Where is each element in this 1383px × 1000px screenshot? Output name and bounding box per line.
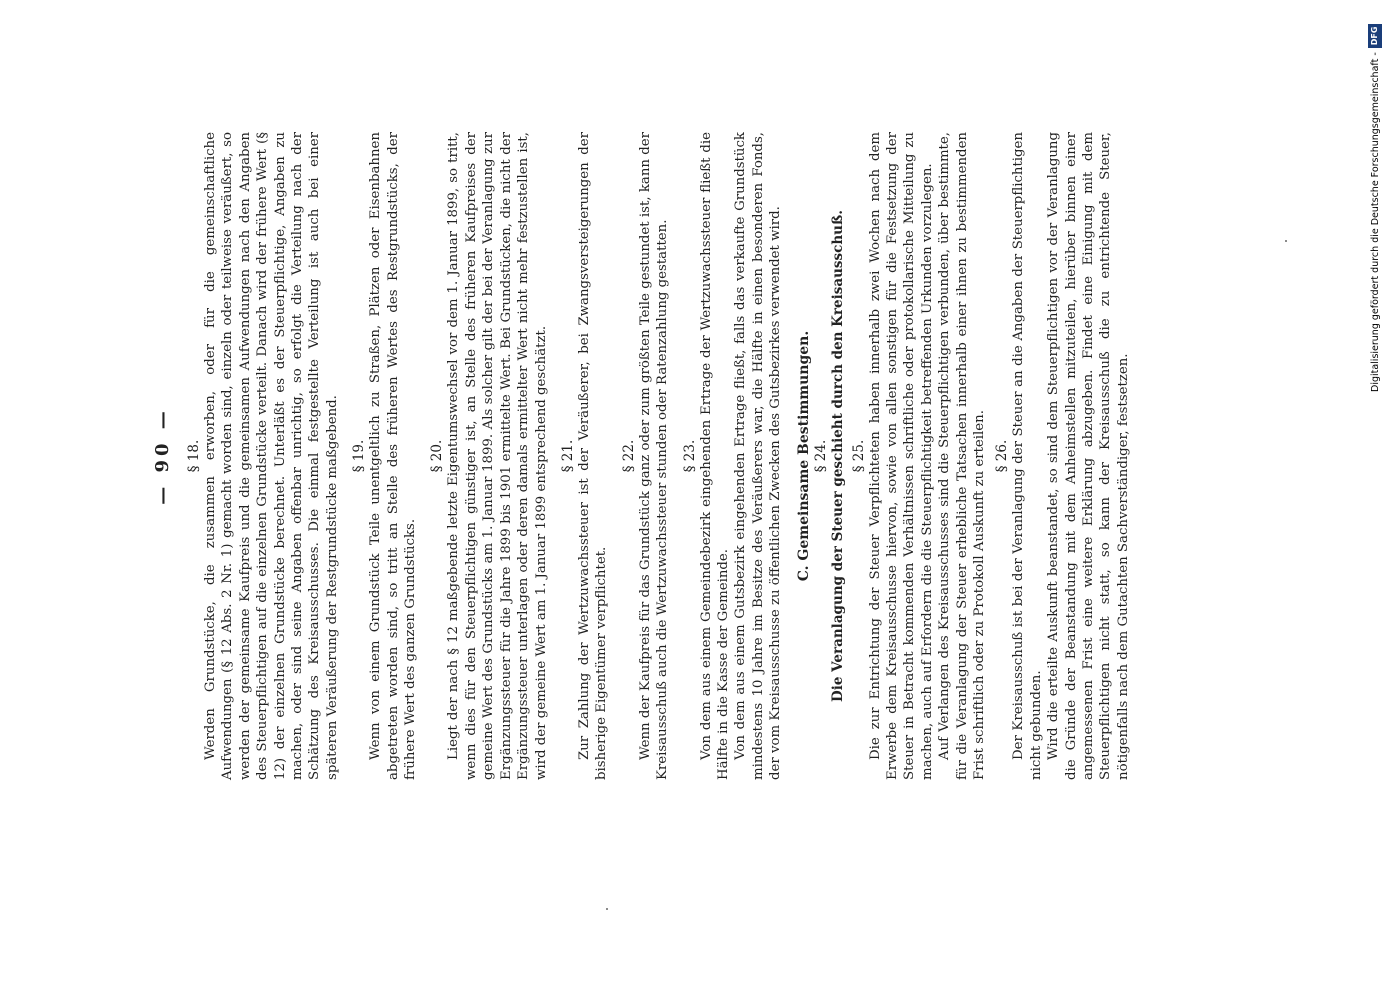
page-number: — 90 — xyxy=(152,407,173,505)
section-23 xyxy=(682,132,785,780)
part-c xyxy=(795,132,1133,780)
dfg-logo: DFG xyxy=(1368,24,1382,49)
section-18 xyxy=(186,132,341,780)
section-heading: § 19. xyxy=(351,439,368,473)
scan-speck xyxy=(1285,240,1287,242)
section-19 xyxy=(351,132,419,780)
paragraph: Der Kreisausschuß ist bei der Veranlagung der Steuer an die Angaben der Steuerpflichtigen nicht gebunden. xyxy=(1011,132,1044,780)
paragraph: Auf Verlangen des Kreisausschusses sind die Steuerpflichtigen verbunden, über bestimmte, für die Veranlagung der Steuer erhebliche Tatsachen innerhalb einer ihnen zu bestimmenden Frist schriftlich oder zu Protokoll Auskunft zu erteilen. xyxy=(937,132,987,780)
paragraph: Von dem aus einem Gemeindebezirk eingehenden Ertrage der Wertzuwachssteuer fließt die Hälfte in die Kasse der Gemeinde. xyxy=(698,132,731,780)
section-subtitle: Die Veranlagung der Steuer geschieht durch den Kreisausschuß. xyxy=(829,210,846,702)
rotated-document-page xyxy=(152,132,1252,780)
digitization-credit-bar xyxy=(1365,4,1383,1000)
section-heading: § 23. xyxy=(681,439,698,473)
paragraph: Liegt der nach § 12 maßgebende letzte Eigentumswechsel vor dem 1. Januar 1899, so tritt, wenn dies für den Steuerpflichtigen günstiger ist, an Stelle des früheren Kaufpreises der gemeine Wert des Grundstücks am 1. Januar 1899. Als solcher gilt der bei der Veranlagung zur Ergänzungssteuer für die Jahre 1899 bis 1901 ermittelte Wert. Bei Grundstücken, die nicht der Ergänzungssteuer unterlagen oder deren damals ermittelter Wert nicht mehr festzustellen ist, wird der gemeine Wert am 1. Januar 1899 entsprechend geschätzt. xyxy=(446,132,549,780)
paragraph: Wird die erteilte Auskunft beanstandet, so sind dem Steuerpflichtigen vor der Veranlagung die Gründe der Beanstandung mit dem Anheimstellen mitzuteilen, hierüber binnen einer angemessenen Frist eine weitere Erklärung abzugeben. Findet eine Einigung mit dem Steuerpflichtigen nicht statt, so kann der Kreisausschuß die zu entrichtende Steuer, nötigenfalls nach dem Gutachten Sachverständiger, festsetzen. xyxy=(1046,132,1131,780)
paragraph: Werden Grundstücke, die zusammen erworben, oder für die gemeinschaftliche Aufwendungen (§ 12 Abs. 2 Nr. 1) gemacht worden sind, einzeln oder teilweise veräußert, so werden der gemeinsame Kaufpreis und die gemeinsamen Aufwendungen nach den Angaben des Steuerpflichtigen auf die einzelnen Grundstücke verteilt. Danach wird der frühere Wert (§ 12) der einzelnen Grundstücke berechnet. Unterläßt es der Steuerpflichtige, Angaben zu machen, oder sind seine Angaben offenbar unrichtig, so erfolgt die Verteilung nach der Schätzung des Kreisausschusses. Die einmal festgestellte Verteilung ist auch bei einer späteren Veräußerung der Restgrundstücke maßgebend. xyxy=(203,132,340,780)
section-20 xyxy=(429,132,549,780)
paragraph: Die zur Entrichtung der Steuer Verpflichteten haben innerhalb zwei Wochen nach dem Erwerbe dem Kreisausschusse hiervon, sowie von allen sonstigen für die Festsetzung der Steuer in Betracht kommenden Verhältnissen schriftliche oder protokollarische Mitteilung zu machen, auch auf Erfordern die die Steuerpflichtigkeit betreffenden Urkunden vorzulegen. xyxy=(867,132,935,780)
section-heading: § 21. xyxy=(559,439,576,473)
page-content xyxy=(152,132,1142,780)
paragraph: Von dem aus einem Gutsbezirk eingehenden Ertrage fließt, falls das verkaufte Grundstück mindestens 10 Jahre im Besitze des Veräußerers war, die Hälfte in einen besonderen Fonds, der vom Kreisausschusse zu öffentlichen Zwecken des Gutsbezirkes verwendet wird. xyxy=(733,132,784,780)
scan-speck xyxy=(606,908,608,910)
section-heading: § 24. xyxy=(812,439,829,473)
paragraph: Wenn der Kaufpreis für das Grundstück ganz oder zum größten Teile gestundet ist, kann der Kreisausschuß auch die Wertzuwachssteuer stunden oder Ratenzahlung gestatten. xyxy=(637,132,671,780)
section-heading: § 26. xyxy=(994,439,1011,473)
credit-text: Digitalisierung gefördert durch die Deutsche Forschungsgemeinschaft - xyxy=(1369,52,1381,392)
credit-rotated xyxy=(1367,4,1383,392)
section-22 xyxy=(621,132,672,780)
paragraph: Zur Zahlung der Wertzuwachssteuer ist der Veräußerer, bei Zwangsversteigerungen der bisherige Eigentümer verpflichtet. xyxy=(576,132,610,780)
section-heading: § 20. xyxy=(429,439,446,473)
section-heading: § 18. xyxy=(186,439,202,473)
part-title: C. Gemeinsame Bestimmungen. xyxy=(795,330,812,582)
section-heading: § 25. xyxy=(850,439,867,473)
paragraph: Wenn von einem Grundstück Teile unentgeltlich zu Straßen, Plätzen oder Eisenbahnen abgetreten worden sind, so tritt an Stelle des früheren Wertes des Restgrundstücks, der frühere Wert des ganzen Grundstücks. xyxy=(368,132,419,780)
section-heading: § 22. xyxy=(620,439,637,473)
section-21 xyxy=(560,132,611,780)
